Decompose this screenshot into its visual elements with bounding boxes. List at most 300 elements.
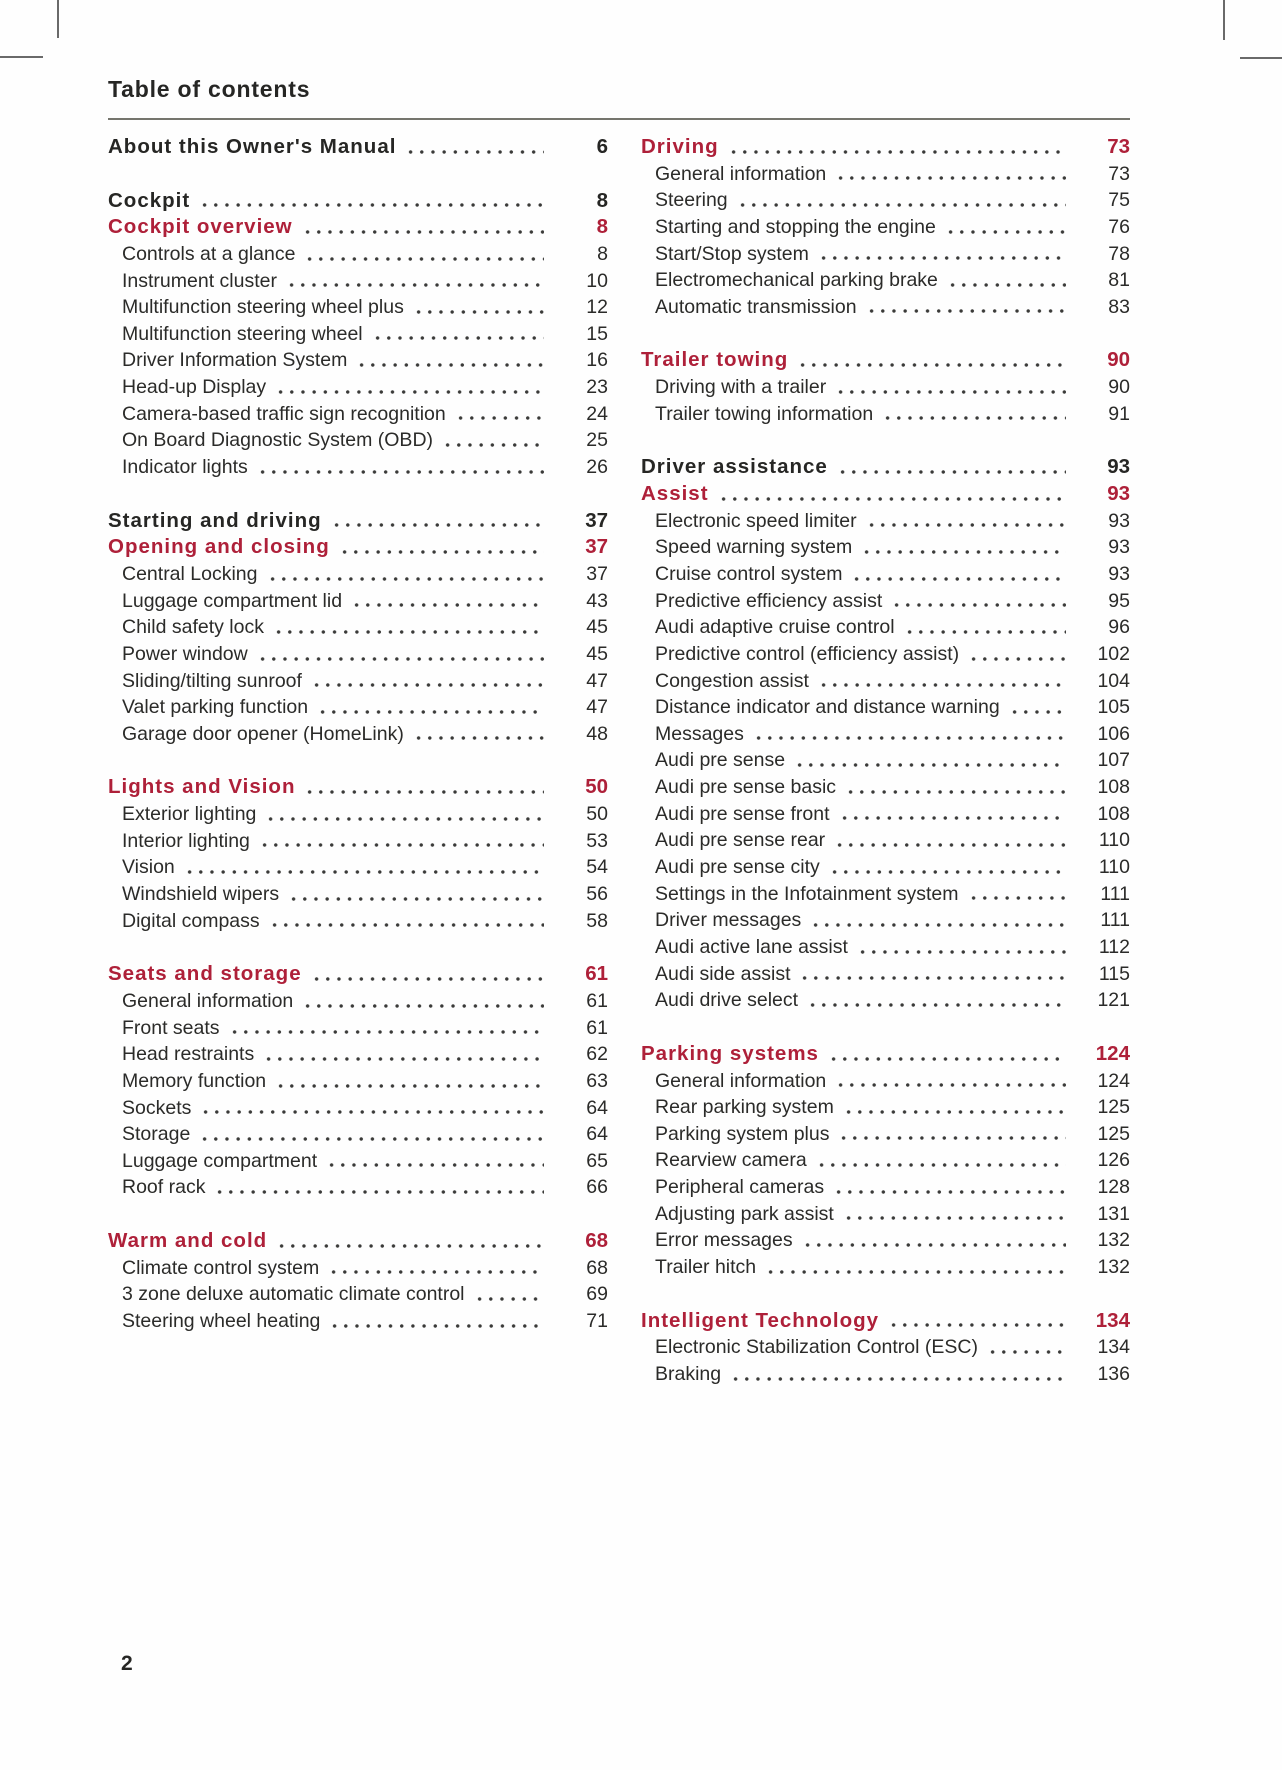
dot-leader <box>851 561 1066 588</box>
toc-entry-label: Windshield wipers <box>122 883 280 906</box>
toc-entry-label: Driving with a trailer <box>655 376 827 399</box>
dot-leader <box>829 854 1066 881</box>
dot-leader <box>810 907 1066 934</box>
toc-entry-page: 47 <box>586 669 608 692</box>
toc-column-right <box>641 134 1130 1388</box>
toc-entry-page: 105 <box>1097 696 1130 719</box>
dot-leader <box>474 1281 544 1308</box>
dot-leader <box>730 1361 1066 1388</box>
toc-entry-page: 104 <box>1097 669 1130 692</box>
toc-entry-label: General information <box>655 1069 827 1092</box>
toc-entry-page: 136 <box>1097 1362 1130 1385</box>
toc-entry <box>108 321 608 348</box>
dot-leader <box>718 481 1066 508</box>
toc-entry-label: Driving <box>641 135 719 158</box>
toc-entry <box>108 694 608 721</box>
toc-entry <box>108 908 608 935</box>
toc-entry <box>641 1227 1130 1254</box>
dot-leader <box>857 934 1066 961</box>
toc-entry-label: Garage door opener (HomeLink) <box>122 722 404 745</box>
dot-leader <box>413 294 544 321</box>
toc-entry-label: Head-up Display <box>122 376 267 399</box>
toc-entry-page: 132 <box>1097 1255 1130 1278</box>
toc-entry-page: 6 <box>596 135 608 158</box>
toc-entry-page: 102 <box>1097 642 1130 665</box>
dot-leader <box>888 1308 1066 1335</box>
toc-entry-page: 26 <box>586 456 608 479</box>
dot-leader <box>987 1334 1066 1361</box>
toc-entry-label: Audi pre sense front <box>655 802 830 825</box>
toc-entry-page: 25 <box>586 429 608 452</box>
toc-entry <box>641 561 1130 588</box>
toc-entry <box>641 881 1130 908</box>
dot-leader <box>214 1174 544 1201</box>
dot-leader <box>839 801 1066 828</box>
toc-entry <box>641 1254 1130 1281</box>
toc-entry-page: 48 <box>586 722 608 745</box>
toc-entry-page: 124 <box>1095 1041 1130 1065</box>
toc-entry-label: Exterior lighting <box>122 803 257 826</box>
toc-entry-page: 128 <box>1097 1176 1130 1199</box>
toc-entry-page: 45 <box>586 642 608 665</box>
toc-entry-page: 93 <box>1108 562 1130 585</box>
toc-entry <box>108 561 608 588</box>
toc-entry <box>641 854 1130 881</box>
toc-entry-label: Central Locking <box>122 562 258 585</box>
toc-entry-label: Braking <box>655 1362 722 1385</box>
toc-entry <box>108 1228 608 1255</box>
dot-leader <box>326 1148 544 1175</box>
dot-leader <box>328 1255 544 1282</box>
toc-entry-page: 125 <box>1097 1122 1130 1145</box>
toc-entry <box>641 588 1130 615</box>
toc-entry-label: Cruise control system <box>655 562 843 585</box>
dot-leader <box>765 1254 1066 1281</box>
toc-entry <box>641 1121 1130 1148</box>
dot-leader <box>257 454 544 481</box>
toc-entry <box>641 1094 1130 1121</box>
dot-leader <box>828 1041 1066 1068</box>
toc-entry-page: 73 <box>1108 162 1130 185</box>
dot-leader <box>351 588 544 615</box>
toc-entry-page: 132 <box>1097 1229 1130 1252</box>
toc-entry-label: Child safety lock <box>122 616 264 639</box>
toc-entry-label: Audi active lane assist <box>655 935 848 958</box>
toc-entry <box>641 454 1130 481</box>
toc-entry-label: Roof rack <box>122 1176 206 1199</box>
toc-entry-label: Predictive control (efficiency assist) <box>655 642 960 665</box>
toc-entry-label: Audi pre sense rear <box>655 829 826 852</box>
toc-entry-page: 90 <box>1107 348 1130 372</box>
toc-entry-page: 76 <box>1108 215 1130 238</box>
toc-entry-page: 68 <box>585 1229 608 1253</box>
crop-mark-top-left-horizontal <box>0 56 43 58</box>
toc-entry-label: About this Owner's Manual <box>108 135 397 158</box>
toc-entry <box>108 1015 608 1042</box>
toc-entry-page: 111 <box>1100 882 1130 905</box>
dot-leader <box>866 294 1066 321</box>
dot-leader <box>356 347 544 374</box>
toc-entry-page: 65 <box>586 1149 608 1172</box>
toc-entry-page: 56 <box>586 883 608 906</box>
dot-leader <box>845 774 1066 801</box>
toc-entry-page: 64 <box>586 1123 608 1146</box>
toc-entry-label: Assist <box>641 482 709 506</box>
toc-entry-label: Controls at a glance <box>122 242 296 265</box>
toc-entry-label: Camera-based traffic sign recognition <box>122 402 446 425</box>
toc-entry <box>641 801 1130 828</box>
dot-leader <box>263 1041 544 1068</box>
dot-leader <box>229 1015 544 1042</box>
toc-entry <box>108 1308 608 1335</box>
toc-entry-label: Trailer towing information <box>655 402 874 425</box>
toc-entry <box>641 1334 1130 1361</box>
toc-entry <box>641 241 1130 268</box>
toc-entry-page: 37 <box>586 562 608 585</box>
toc-entry-page: 54 <box>586 856 608 879</box>
toc-entry <box>108 508 608 535</box>
dot-leader <box>818 668 1066 695</box>
toc-entry-page: 78 <box>1108 242 1130 265</box>
toc-entry-label: Settings in the Infotainment system <box>655 882 959 905</box>
toc-entry <box>641 747 1130 774</box>
toc-entry <box>641 267 1130 294</box>
toc-entry-label: Audi side assist <box>655 962 791 985</box>
toc-entry-page: 37 <box>585 508 608 532</box>
toc-entry-page: 8 <box>596 188 608 212</box>
dot-leader <box>455 401 544 428</box>
toc-entry-page: 16 <box>586 349 608 372</box>
toc-entry-label: Electromechanical parking brake <box>655 269 938 292</box>
toc-entry <box>108 988 608 1015</box>
dot-leader <box>372 321 544 348</box>
toc-entry <box>641 907 1130 934</box>
dot-leader <box>311 961 544 988</box>
dot-leader <box>947 267 1066 294</box>
toc-entry-label: Sockets <box>122 1096 192 1119</box>
toc-entry <box>108 1255 608 1282</box>
toc-entry-label: Messages <box>655 722 744 745</box>
toc-entry <box>108 721 608 748</box>
dot-leader <box>835 1068 1066 1095</box>
toc-entry-label: Trailer towing <box>641 348 789 372</box>
toc-entry-page: 126 <box>1097 1149 1130 1172</box>
toc-entry-label: Trailer hitch <box>655 1255 757 1278</box>
page-title: Table of contents <box>108 76 311 102</box>
toc-entry-label: Interior lighting <box>122 829 250 852</box>
toc-entry <box>108 294 608 321</box>
toc-entry-label: Luggage compartment <box>122 1149 318 1172</box>
toc-entry <box>108 534 608 561</box>
toc-entry-page: 107 <box>1097 749 1130 772</box>
toc-entry-label: Seats and storage <box>108 962 302 986</box>
dot-leader <box>794 747 1066 774</box>
toc-entry-label: Memory function <box>122 1069 267 1092</box>
dot-leader <box>286 268 544 295</box>
dot-leader <box>276 1228 544 1255</box>
crop-mark-top-right-horizontal <box>1240 57 1282 59</box>
toc-entry-label: Driver messages <box>655 909 802 932</box>
dot-leader <box>882 401 1066 428</box>
toc-entry-label: Lights and Vision <box>108 775 296 799</box>
toc-entry <box>108 241 608 268</box>
toc-entry-page: 93 <box>1107 482 1130 506</box>
toc-entry <box>641 827 1130 854</box>
toc-entry-page: 121 <box>1097 989 1130 1012</box>
toc-entry-page: 63 <box>586 1069 608 1092</box>
toc-entry-page: 12 <box>586 296 608 319</box>
dot-leader <box>835 161 1066 188</box>
toc-entry-label: Audi pre sense basic <box>655 776 837 799</box>
toc-entry-label: Peripheral cameras <box>655 1176 825 1199</box>
dot-leader <box>891 588 1066 615</box>
toc-entry-label: Indicator lights <box>122 456 248 479</box>
toc-entry-page: 110 <box>1098 829 1130 852</box>
toc-entry-page: 108 <box>1097 776 1130 799</box>
toc-entry-page: 24 <box>586 402 608 425</box>
toc-entry <box>108 828 608 855</box>
toc-entry-label: Driver Information System <box>122 349 348 372</box>
crop-mark-top-left-vertical <box>57 0 59 38</box>
toc-entry-page: 68 <box>586 1256 608 1279</box>
toc-entry-label: Congestion assist <box>655 669 809 692</box>
toc-entry-page: 8 <box>597 242 608 265</box>
dot-leader <box>843 1201 1066 1228</box>
toc-entry-page: 125 <box>1097 1096 1130 1119</box>
toc-entry <box>108 1041 608 1068</box>
dot-leader <box>259 828 544 855</box>
toc-entry-page: 110 <box>1098 856 1130 879</box>
toc-entry-label: Luggage compartment lid <box>122 589 343 612</box>
toc-entry-page: 81 <box>1108 269 1130 292</box>
dot-leader <box>257 641 544 668</box>
dot-leader <box>331 508 544 535</box>
toc-entry-label: Parking systems <box>641 1041 819 1065</box>
toc-entry <box>641 987 1130 1014</box>
dot-leader <box>311 668 544 695</box>
toc-entry-label: Electronic speed limiter <box>655 509 857 532</box>
toc-entry <box>641 134 1130 161</box>
toc-entry <box>641 668 1130 695</box>
toc-entry-label: Error messages <box>655 1229 793 1252</box>
dot-leader <box>904 614 1066 641</box>
toc-entry-page: 58 <box>586 909 608 932</box>
toc-entry-label: General information <box>122 989 294 1012</box>
toc-entry <box>108 1095 608 1122</box>
dot-leader <box>288 881 544 908</box>
dot-leader <box>968 641 1066 668</box>
toc-entry-page: 45 <box>586 616 608 639</box>
dot-leader <box>329 1308 544 1335</box>
dot-leader <box>837 454 1066 481</box>
toc-entry <box>108 854 608 881</box>
toc-entry <box>108 1148 608 1175</box>
toc-entry <box>641 694 1130 721</box>
dot-leader <box>317 694 544 721</box>
dot-leader <box>945 214 1066 241</box>
toc-entry-label: Predictive efficiency assist <box>655 589 883 612</box>
toc-entry-label: Valet parking function <box>122 696 309 719</box>
toc-entry-label: Sliding/tilting sunroof <box>122 669 302 692</box>
dot-leader <box>200 1095 544 1122</box>
dot-leader <box>269 908 544 935</box>
toc-entry-label: Electronic Stabilization Control (ESC) <box>655 1336 978 1359</box>
toc-entry <box>641 961 1130 988</box>
header-rule <box>108 118 1130 120</box>
toc-entry-label: Adjusting park assist <box>655 1202 834 1225</box>
toc-entry-label: Start/Stop system <box>655 242 809 265</box>
dot-leader <box>807 987 1066 1014</box>
toc-entry-label: Multifunction steering wheel plus <box>122 296 404 319</box>
toc-entry-page: 93 <box>1108 536 1130 559</box>
dot-leader <box>302 988 544 1015</box>
toc-entry-page: 61 <box>585 962 608 986</box>
toc-entry-page: 71 <box>586 1309 608 1332</box>
dot-leader <box>968 881 1067 908</box>
toc-entry-page: 10 <box>586 269 608 292</box>
toc-entry-label: Audi drive select <box>655 989 799 1012</box>
toc-entry <box>641 347 1130 374</box>
toc-entry-page: 66 <box>586 1176 608 1199</box>
toc-entry-page: 83 <box>1108 295 1130 318</box>
toc-entry <box>108 134 608 161</box>
toc-entry-page: 91 <box>1108 402 1130 425</box>
toc-entry <box>108 961 608 988</box>
dot-leader <box>304 774 544 801</box>
toc-entry-label: Steering wheel heating <box>122 1309 321 1332</box>
toc-entry <box>641 374 1130 401</box>
toc-entry-page: 15 <box>586 322 608 345</box>
toc-entry <box>641 187 1130 214</box>
toc-entry-page: 124 <box>1097 1069 1130 1092</box>
toc-entry-page: 64 <box>586 1096 608 1119</box>
toc-entry-label: Rear parking system <box>655 1096 834 1119</box>
toc-entry <box>641 1201 1130 1228</box>
dot-leader <box>802 1227 1066 1254</box>
toc-entry-page: 69 <box>586 1283 608 1306</box>
toc-entry-label: Audi pre sense <box>655 749 786 772</box>
toc-entry-label: Warm and cold <box>108 1229 268 1253</box>
toc-entry-label: General information <box>655 162 827 185</box>
toc-entry <box>108 188 608 215</box>
dot-leader <box>816 1147 1066 1174</box>
toc-entry <box>641 1174 1130 1201</box>
toc-entry <box>641 1308 1130 1335</box>
toc-entry <box>641 934 1130 961</box>
toc-entry <box>641 1068 1130 1095</box>
toc-entry-label: Distance indicator and distance warning <box>655 696 1000 719</box>
toc-entry-page: 53 <box>586 829 608 852</box>
toc-entry <box>641 1041 1130 1068</box>
toc-entry-page: 50 <box>586 803 608 826</box>
dot-leader <box>838 1121 1066 1148</box>
toc-entry <box>108 268 608 295</box>
dot-leader <box>275 1068 544 1095</box>
toc-entry-page: 47 <box>586 696 608 719</box>
toc-entry-page: 108 <box>1097 802 1130 825</box>
toc-entry-label: Head restraints <box>122 1043 255 1066</box>
dot-leader <box>818 241 1066 268</box>
toc-entry <box>641 481 1130 508</box>
toc-entry-page: 134 <box>1095 1308 1130 1332</box>
toc-entry-page: 8 <box>596 215 608 239</box>
dot-leader <box>199 188 544 215</box>
toc-entry-label: Speed warning system <box>655 536 853 559</box>
toc-entry <box>108 641 608 668</box>
dot-leader <box>304 241 544 268</box>
page-number: 2 <box>121 1652 133 1675</box>
toc-entry <box>108 588 608 615</box>
toc-entry-page: 93 <box>1108 509 1130 532</box>
dot-leader <box>866 508 1066 535</box>
toc-entry-page: 131 <box>1097 1202 1130 1225</box>
dot-leader <box>834 827 1066 854</box>
toc-entry-label: Starting and driving <box>108 508 322 532</box>
toc-entry <box>108 1281 608 1308</box>
dot-leader <box>753 721 1066 748</box>
toc-entry-page: 62 <box>586 1043 608 1066</box>
dot-leader <box>267 561 545 588</box>
dot-leader <box>835 374 1066 401</box>
toc-entry-page: 61 <box>586 989 608 1012</box>
toc-entry-label: Digital compass <box>122 909 260 932</box>
dot-leader <box>799 961 1066 988</box>
toc-entry-label: Parking system plus <box>655 1122 830 1145</box>
toc-entry <box>641 534 1130 561</box>
dot-leader <box>273 614 544 641</box>
toc-entry <box>108 774 608 801</box>
dot-leader <box>184 854 544 881</box>
toc-entry <box>641 401 1130 428</box>
crop-mark-top-right-vertical <box>1223 0 1225 40</box>
toc-entry-label: On Board Diagnostic System (OBD) <box>122 429 434 452</box>
toc-entry-label: Storage <box>122 1123 191 1146</box>
toc-entry <box>641 1361 1130 1388</box>
toc-entry-label: Audi pre sense city <box>655 856 820 879</box>
toc-entry-page: 61 <box>586 1016 608 1039</box>
toc-entry <box>108 374 608 401</box>
toc-entry <box>108 668 608 695</box>
toc-entry-page: 23 <box>586 376 608 399</box>
dot-leader <box>861 534 1066 561</box>
toc-entry <box>641 721 1130 748</box>
toc-entry-page: 37 <box>585 535 608 559</box>
toc-entry <box>641 614 1130 641</box>
toc-entry <box>108 214 608 241</box>
toc-entry <box>108 1068 608 1095</box>
toc-entry-page: 95 <box>1108 589 1130 612</box>
toc-entry-label: Automatic transmission <box>655 295 857 318</box>
dot-leader <box>797 347 1066 374</box>
toc-entry-label: Rearview camera <box>655 1149 807 1172</box>
toc-entry <box>108 614 608 641</box>
dot-leader <box>275 374 544 401</box>
dot-leader <box>413 721 544 748</box>
toc-entry-label: Starting and stopping the engine <box>655 215 936 238</box>
toc-entry <box>641 1147 1130 1174</box>
toc-entry <box>108 1174 608 1201</box>
toc-entry-page: 73 <box>1107 135 1130 158</box>
toc-entry-label: Steering <box>655 189 728 212</box>
dot-leader <box>833 1174 1066 1201</box>
toc-entry <box>641 161 1130 188</box>
toc-entry <box>108 454 608 481</box>
dot-leader <box>405 134 544 161</box>
toc-entry-page: 90 <box>1108 376 1130 399</box>
toc-entry-label: Power window <box>122 642 248 665</box>
toc-entry <box>108 801 608 828</box>
toc-entry-page: 112 <box>1098 935 1130 958</box>
